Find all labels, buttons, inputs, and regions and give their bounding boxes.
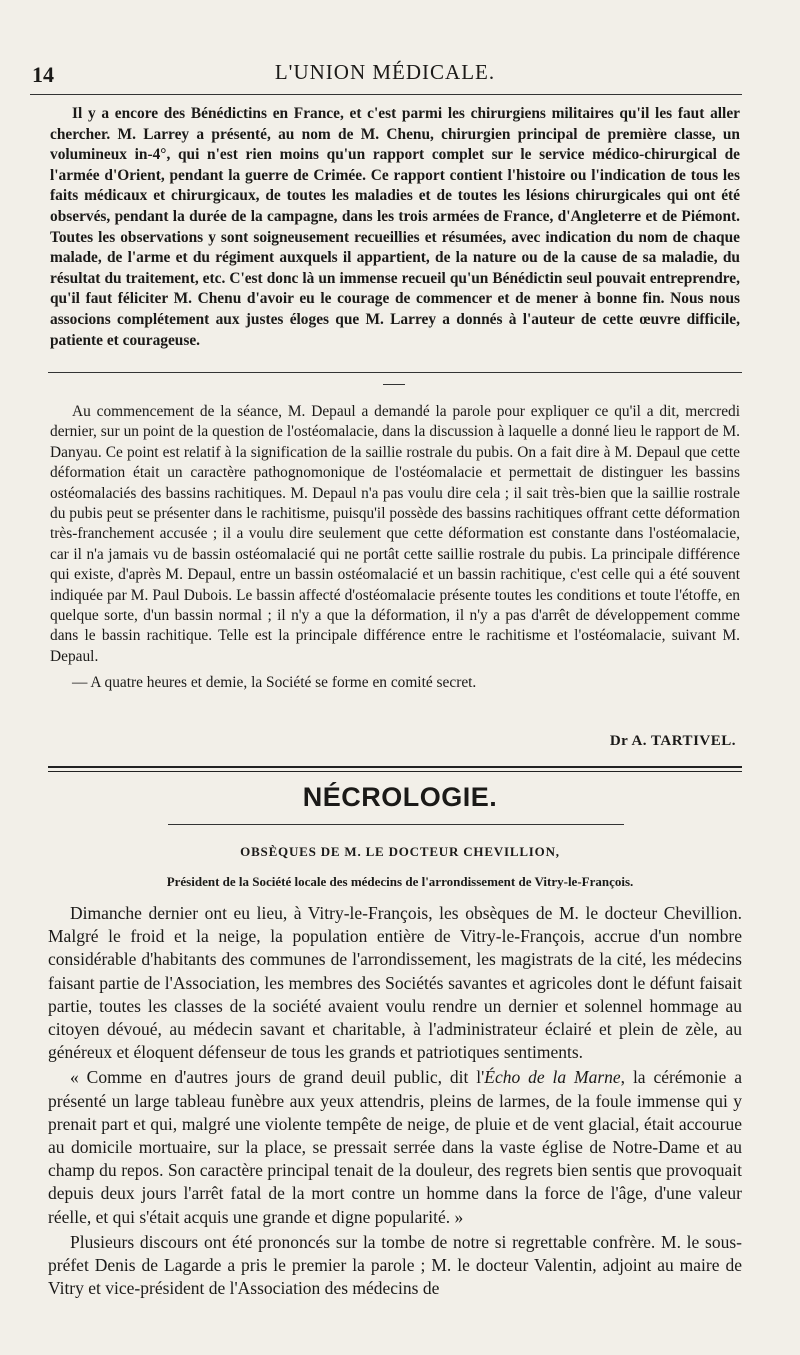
running-title: L'UNION MÉDICALE. — [274, 60, 496, 84]
necrologie-heading: NÉCROLOGIE. — [302, 782, 498, 812]
page-header — [28, 60, 742, 94]
necrologie-paragraph-2 — [48, 1066, 742, 1228]
necrologie-rule-thick — [48, 766, 742, 768]
section-dash — [383, 384, 405, 385]
journal-title: Écho de la Marne — [484, 1067, 621, 1088]
obseques-title: OBSÈQUES DE M. LE DOCTEUR CHEVILLION, — [240, 844, 560, 859]
author-signature: Dr A. TARTIVEL. — [609, 733, 736, 749]
necrologie-paragraph-1: Dimanche dernier ont eu lieu, à Vitry-le-François, les obsèques de M. le docteur Chevillion. Malgré le froid et la neige, la population entière de Vitry-le-François, accrue d'un nombre considérable d'habitants des communes de l'arrondissement, les magistrats de la cité, les médecins faisant partie de l'Association, les membres des Sociétés savantes et agricoles dont le défunt faisait partie, toutes les classes de la société avaient voulu rendre un dernier et solennel hommage au citoyen dévoué, au médecin savant et charitable, à l'administrateur éclairé et plein de zèle, au généreux et éloquent défenseur de tous les grands et patriotiques sentiments. — [48, 903, 742, 1063]
quote-start: « Comme en d'autres jours de grand deuil public, dit l' — [70, 1067, 485, 1088]
comite-secret-paragraph: — A quatre heures et demie, la Société se forme en comité secret. — [72, 674, 477, 692]
page-number: 14 — [32, 62, 54, 87]
osteomalacie-section — [50, 402, 740, 694]
benedictins-section — [50, 104, 740, 351]
section-divider — [48, 372, 742, 373]
necrologie-rule-thin — [48, 771, 742, 772]
necrologie-body — [48, 902, 742, 1300]
osteomalacie-paragraph: Au commencement de la séance, M. Depaul a demandé la parole pour expliquer ce qu'il a dit, mercredi dernier, sur un point de la question de l'ostéomalacie, dans la discussion à laquelle a donné lieu le rapport de M. Danyau. Ce point est relatif à la signification de la saillie rostrale du pubis. On a fait dire à M. Depaul que cette déformation était un caractère pathognomonique de l'ostéomalacie et permettait de distinguer les bassins ostéomalaciés des bassins rachitiques. M. Depaul n'a pas voulu dire cela ; il sait très-bien que la saillie rostrale du pubis peut se présenter dans le rachitisme, puisqu'il possède des bassins rachitiques offrant cette déformation très-franchement accusée ; il a voulu dire seulement que cette déformation est constante dans l'ostéomalacie, car il n'a jamais vu de bassin ostéomalacié qui ne portât cette saillie rostrale du pubis. La principale différence qui existe, d'après M. Depaul, entre un bassin ostéomalacié et un bassin rachitique, c'est celle qui a été souvent indiquée par M. Paul Dubois. Le bassin affecté d'ostéomalacie présente toutes les conditions et toute l'étoffe, en quelque sorte, d'un bassin normal ; il n'y a que la déformation, il n'y a pas d'arrêt de développement comme dans le bassin rachitique. Telle est la principale différence entre le rachitisme et l'ostéomalacie, suivant M. Depaul. — [50, 403, 740, 665]
quote-rest: , la cérémonie a présenté un large tableau funèbre aux yeux attendris, pleins de larmes, de la foule immense qui y prenait part et qui, malgré une violente tempête de neige, de pluie et de vent glacial, était accourue au domicile mortuaire, sur la place, se pressait serrée dans la vaste église de Notre-Dame et au champ du repos. Son caractère principal tenait de la douleur, des regrets bien sentis que provoquait depuis deux jours l'arrêt fatal de la mort contre un homme dans la force de l'âge, d'une valeur réelle, et qui s'était acquis une grande et digne popularité. » — [48, 1067, 742, 1227]
obseques-subtitle: Président de la Société locale des médecins de l'arrondissement de Vitry-le-François. — [166, 874, 634, 889]
necrologie-underline — [168, 824, 624, 825]
necrologie-paragraph-3: Plusieurs discours ont été prononcés sur la tombe de notre si regrettable confrère. M. le sous-préfet Denis de Lagarde a pris le premier la parole ; M. le docteur Valentin, adjoint au maire de Vitry et vice-président de l'Association des médecins de — [48, 1231, 742, 1299]
header-rule — [30, 94, 742, 95]
benedictins-paragraph: Il y a encore des Bénédictins en France, et c'est parmi les chirurgiens militaires qu'il les faut aller chercher. M. Larrey a présenté, au nom de M. Chenu, chirurgien principal de première classe, un volumineux in-4°, qui n'est rien moins qu'un rapport complet sur le service médico-chirurgical de l'armée d'Orient, pendant la guerre de Crimée. Ce rapport contient l'histoire ou l'indication de tous les faits médicaux et chirurgicaux, de toutes les maladies et de toutes les lésions chirurgicales qui ont été observés, pendant la durée de la campagne, dans les trois armées de France, d'Angleterre et de Piémont. Toutes les observations y sont soigneusement recueillies et résumées, avec indication du nom de chaque malade, de l'arme et du régiment auxquels il appartient, de la nature ou de la cause de sa maladie, du résultat du traitement, etc. C'est donc là un immense recueil qu'un Bénédictin seul pouvait entreprendre, qu'il faut féliciter M. Chenu d'avoir eu le courage de commencer et de mener à bonne fin. Nous nous associons complétement aux justes éloges que M. Larrey a donnés à l'auteur de cette œuvre difficile, patiente et courageuse. — [50, 105, 740, 349]
